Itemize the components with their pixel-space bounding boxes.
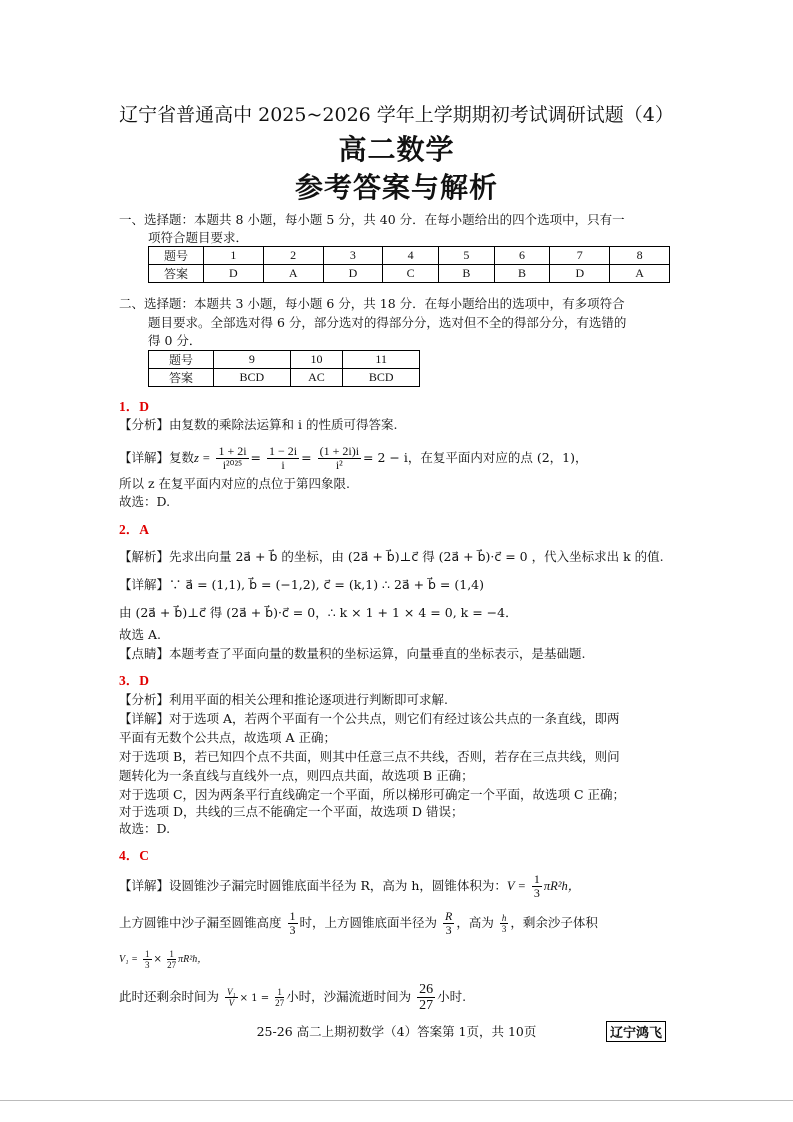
- q2-derivation: 由 (2a⃗ + b⃗)⊥c⃗ 得 (2a⃗ + b⃗)·c⃗ = 0，∴ k × 1 + 1 × 4 = 0, k = −4．: [119, 605, 518, 620]
- table-cell: BCD: [343, 369, 420, 387]
- numerator: 1 − 2i: [269, 444, 298, 458]
- math: =: [301, 450, 312, 465]
- denominator: 3: [501, 924, 507, 934]
- q3-analysis: 【分析】利用平面的相关公理和推论逐项进行判断即可求解.: [119, 692, 448, 707]
- math: = 2 − i，在复平面内对应的点 (2，1)，: [363, 450, 588, 465]
- q3-line: 对于选项 B，若已知四个点不共面，则其中任意三点不共线，否则，若存在三点共线，则问: [119, 749, 620, 764]
- table-cell: B: [439, 265, 495, 283]
- fraction: [216, 445, 248, 472]
- text: 小时，沙漏流逝时间为: [286, 989, 412, 1004]
- denominator: 27: [167, 960, 177, 970]
- q1-analysis: 【分析】由复数的乘除法运算和 i 的性质可得答案.: [119, 417, 398, 432]
- table-cell: B: [494, 265, 550, 283]
- numerator: R: [445, 909, 453, 923]
- table-cell: AC: [290, 369, 343, 387]
- text: 此时还剩余时间为: [119, 989, 220, 1004]
- table-row: [149, 351, 420, 369]
- fraction: [532, 873, 542, 900]
- denominator: 27: [275, 998, 285, 1008]
- table-row: [149, 265, 670, 283]
- answer-table-2: [148, 350, 420, 387]
- section2-intro: 题目要求。全部选对得 6 分，部分选对的得部分分，选对但不全的得部分分，有选错的: [148, 315, 627, 330]
- section2-intro: 得 0 分．: [148, 333, 202, 348]
- publisher-stamp: 辽宁鸿飞: [606, 1021, 666, 1042]
- table-header-cell: 答案: [149, 369, 214, 387]
- fraction: [275, 987, 284, 1008]
- q3-line: 平面有无数个公共点，故选项 A 正确；: [119, 730, 336, 745]
- numerator: 26: [419, 982, 434, 997]
- q4-line4: [119, 982, 466, 1013]
- q3-line: 【详解】对于选项 A，若两个平面有一个公共点，则它们有经过该公共点的一条直线，即两: [119, 711, 620, 726]
- table-cell: D: [323, 265, 383, 283]
- numerator: h: [501, 913, 507, 923]
- text: ，高为: [456, 915, 494, 930]
- math: ×: [153, 954, 162, 965]
- answer-table-1: [148, 246, 670, 283]
- text: 上方圆锥中沙子漏至圆锥高度: [119, 915, 282, 930]
- section1-intro: 一、选择题：本题共 8 小题，每小题 5 分，共 40 分．在每小题给出的四个选项中，只有一: [119, 212, 625, 227]
- q3-heading: 3．D: [119, 673, 149, 688]
- table-cell: 9: [214, 351, 291, 369]
- fraction: [288, 910, 298, 937]
- section2-intro: 二、选择题：本题共 3 小题，每小题 6 分，共 18 分．在每小题给出的选项中，有多项符合: [119, 296, 625, 311]
- page-bottom-divider: [0, 1100, 793, 1101]
- q1-conclusion: 所以 z 在复平面内对应的点位于第四象限.: [119, 476, 351, 491]
- denominator: 3: [533, 886, 540, 900]
- table-cell: 1: [204, 247, 264, 265]
- math: z =: [194, 451, 211, 465]
- page-footer: 25-26 高二上期初数学（4）答案第 1页，共 10页: [256, 1024, 537, 1039]
- table-cell: BCD: [214, 369, 291, 387]
- math: πR²h，: [178, 954, 208, 965]
- numerator: (1 + 2i)i: [319, 444, 360, 458]
- table-row: [149, 369, 420, 387]
- fraction: [225, 987, 238, 1008]
- q3-line: 故选：D.: [119, 821, 171, 836]
- q1-choice: 故选：D.: [119, 494, 171, 509]
- table-cell: A: [263, 265, 323, 283]
- math: =: [250, 450, 262, 465]
- denominator: i²⁰²⁵: [222, 458, 243, 472]
- table-cell: D: [550, 265, 610, 283]
- text: 小时.: [437, 989, 467, 1004]
- document-title: 参考答案与解析: [294, 171, 498, 204]
- q3-line: 题转化为一条直线与直线外一点，则四点共面，故选项 B 正确；: [119, 768, 474, 783]
- table-header-cell: 题号: [149, 247, 204, 265]
- section1-intro: 项符合题目要求．: [148, 230, 249, 245]
- table-cell: 4: [383, 247, 439, 265]
- table-cell: 7: [550, 247, 610, 265]
- math: πR²h，: [543, 879, 581, 893]
- fraction: [443, 910, 454, 937]
- q1-detail: [119, 444, 587, 472]
- fraction: [318, 445, 361, 472]
- denominator: 3: [289, 923, 296, 937]
- text: 时，上方圆锥底面半径为: [299, 915, 438, 930]
- table-cell: A: [610, 265, 670, 283]
- label: 【详解】复数: [119, 450, 195, 465]
- numerator: 1: [533, 872, 540, 886]
- q4-line2: [119, 909, 598, 937]
- numerator: V₁: [227, 987, 236, 997]
- table-cell: 2: [263, 247, 323, 265]
- fraction: [267, 445, 299, 472]
- table-cell: 6: [494, 247, 550, 265]
- text: 【详解】设圆锥沙子漏完时圆锥底面半径为 R，高为 h，圆锥体积为：: [119, 878, 507, 893]
- numerator: 1: [275, 987, 284, 998]
- q2-analysis: 【解析】先求出向量 2a⃗ + b⃗ 的坐标，由 (2a⃗ + b⃗)⊥c⃗ 得 (2a⃗ + b⃗)·c⃗ = 0 ，代入坐标求出 k 的值.: [119, 549, 664, 564]
- denominator: V: [228, 998, 235, 1008]
- table-row: [149, 247, 670, 265]
- numerator: 1 + 2i: [218, 444, 247, 458]
- table-cell: 11: [343, 351, 420, 369]
- q3-line: 对于选项 D，共线的三点不能确定一个平面，故选项 D 错误；: [119, 804, 464, 819]
- q2-heading: 2．A: [119, 522, 149, 537]
- q4-line3: [119, 948, 207, 972]
- math: V =: [506, 879, 526, 893]
- table-cell: 3: [323, 247, 383, 265]
- text: ，剩余沙子体积: [510, 915, 598, 930]
- q3-line: 对于选项 C，因为两条平行直线确定一个平面，所以梯形可确定一个平面，故选项 C 正确；: [119, 787, 626, 802]
- denominator: 27: [419, 998, 434, 1013]
- subject-title: 高二数学: [338, 133, 455, 166]
- fraction: [500, 913, 509, 934]
- table-cell: D: [204, 265, 264, 283]
- table-cell: 8: [610, 247, 670, 265]
- fraction: [417, 982, 435, 1013]
- table-cell: 10: [290, 351, 343, 369]
- fraction: [167, 949, 176, 970]
- table-cell: C: [383, 265, 439, 283]
- fraction: [143, 949, 152, 970]
- math: × 1 =: [239, 993, 270, 1004]
- q4-heading: 4．C: [119, 848, 149, 863]
- denominator: i: [281, 458, 285, 472]
- exam-title: 辽宁省普通高中 2025~2026 学年上学期期初考试调研试题（4）: [119, 104, 674, 126]
- q4-detail: [119, 872, 580, 900]
- table-header-cell: 答案: [149, 265, 204, 283]
- denominator: 3: [445, 923, 452, 937]
- q2-detail: 【详解】∵ a⃗ = (1,1), b⃗ = (−1,2), c⃗ = (k,1) ∴ 2a⃗ + b⃗ = (1,4): [119, 577, 485, 592]
- table-header-cell: 题号: [149, 351, 214, 369]
- math: V₁ =: [119, 954, 138, 965]
- numerator: 1: [145, 949, 150, 959]
- numerator: 1: [167, 949, 176, 960]
- numerator: 1: [289, 909, 296, 923]
- table-cell: 5: [439, 247, 495, 265]
- denominator: i²: [335, 458, 343, 472]
- denominator: 3: [145, 960, 150, 970]
- q2-comment: 【点睛】本题考查了平面向量的数量积的坐标运算，向量垂直的坐标表示，是基础题.: [119, 646, 586, 661]
- q2-choice: 故选 A.: [119, 627, 161, 642]
- q1-heading: 1．D: [119, 399, 149, 414]
